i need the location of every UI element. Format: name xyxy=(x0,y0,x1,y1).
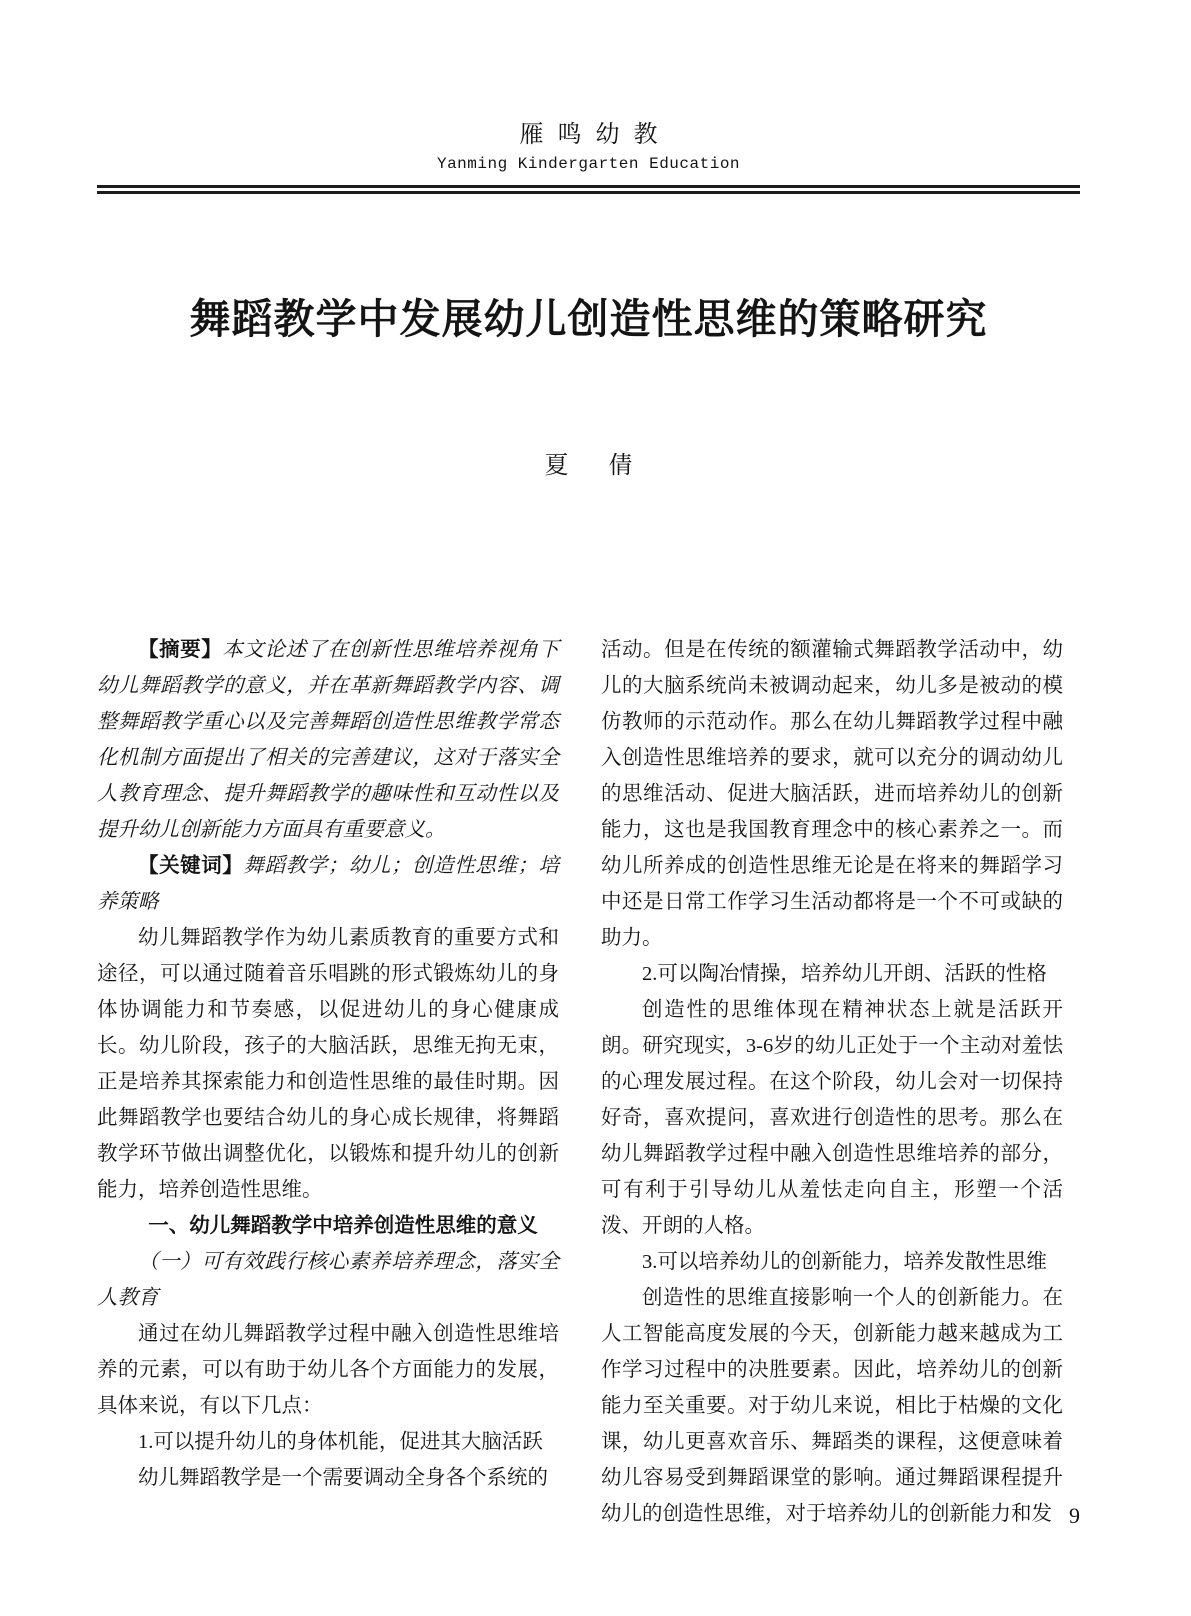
right-column xyxy=(601,632,1063,1532)
author-name: 夏 倩 xyxy=(544,453,641,479)
abstract-paragraph xyxy=(97,632,559,848)
journal-header xyxy=(97,0,1080,173)
point-1-body: 幼儿舞蹈教学是一个需要调动全身各个系统的 xyxy=(138,1467,548,1489)
point-2-body: 创造性的思维体现在精神状态上就是活跃开朗。研究现实，3-6岁的幼儿正处于一个主动对羞怯的心理发展过程。在这个阶段，幼儿会对一切保持好奇，喜欢提问，喜欢进行创造性的思考。那么在幼儿舞蹈教学过程中融入创造性思维培养的部分，可有利于引导幼儿从羞怯走向自主，形塑一个活泼、开朗的人格。 xyxy=(601,999,1063,1237)
point-2-heading: 2.可以陶冶情操，培养幼儿开朗、活跃的性格 xyxy=(642,963,1047,985)
header-divider-rule xyxy=(97,185,1080,194)
section-1-heading: 一、幼儿舞蹈教学中培养创造性思维的意义 xyxy=(148,1214,538,1237)
page-content xyxy=(97,0,1080,1532)
left-column xyxy=(97,632,559,1532)
point-1-body-continued: 活动。但是在传统的额灌输式舞蹈教学活动中，幼儿的大脑系统尚未被调动起来，幼儿多是被动的模仿教师的示范动作。那么在幼儿舞蹈教学过程中融入创造性思维培养的要求，就可以充分的调动幼儿的思维活动、促进大脑活跃，进而培养幼儿的创新能力，这也是我国教育理念中的核心素养之一。而幼儿所养成的创造性思维无论是在将来的舞蹈学习中还是日常工作学习生活动都将是一个不可或缺的助力。 xyxy=(601,639,1063,949)
point-3-heading: 3.可以培养幼儿的创新能力，培养发散性思维 xyxy=(642,1251,1047,1273)
keywords-label: 【关键词】 xyxy=(138,854,244,877)
article-title: 舞蹈教学中发展幼儿创造性思维的策略研究 xyxy=(189,296,988,342)
subsection-1-heading: （一）可有效践行核心素养培养理念，落实全人教育 xyxy=(97,1251,559,1309)
journal-name-chinese: 雁鸣幼教 xyxy=(519,122,672,148)
page-number: 9 xyxy=(1069,1503,1080,1528)
article-body xyxy=(97,632,1080,1532)
subsection-1-body: 通过在幼儿舞蹈教学过程中融入创造性思维培养的元素，可以有助于幼儿各个方面能力的发展，具体来说，有以下几点： xyxy=(97,1323,559,1417)
point-3-body: 创造性的思维直接影响一个人的创新能力。在人工智能高度发展的今天，创新能力越来越成为工作学习过程中的决胜要素。因此，培养幼儿的创新能力至关重要。对于幼儿来说，相比于枯燥的文化课，幼儿更喜欢音乐、舞蹈类的课程，这便意味着幼儿容易受到舞蹈课堂的影响。通过舞蹈课程提升幼儿的创造性思维，对于培养幼儿的创新能力和发 xyxy=(601,1287,1063,1525)
abstract-text: 本文论述了在创新性思维培养视角下幼儿舞蹈教学的意义，并在革新舞蹈教学内容、调整舞蹈教学重心以及完善舞蹈创造性思维教学常态化机制方面提出了相关的完善建议，这对于落实全人教育理念、提升舞蹈教学的趣味性和互动性以及提升幼儿创新能力方面具有重要意义。 xyxy=(97,639,560,841)
keywords-paragraph xyxy=(97,848,559,920)
keywords-text: 舞蹈教学；幼儿；创造性思维；培养策略 xyxy=(97,855,560,913)
abstract-label: 【摘要】 xyxy=(138,638,223,661)
journal-name-english: Yanming Kindergarten Education xyxy=(436,155,741,173)
point-1-heading: 1.可以提升幼儿的身体机能，促进其大脑活跃 xyxy=(138,1431,543,1453)
intro-paragraph: 幼儿舞蹈教学作为幼儿素质教育的重要方式和途径，可以通过随着音乐唱跳的形式锻炼幼儿的身体协调能力和节奏感，以促进幼儿的身心健康成长。幼儿阶段，孩子的大脑活跃，思维无拘无束，正是培养其探索能力和创造性思维的最佳时期。因此舞蹈教学也要结合幼儿的身心成长规律，将舞蹈教学环节做出调整优化，以锻炼和提升幼儿的创新能力，培养创造性思维。 xyxy=(97,927,559,1201)
